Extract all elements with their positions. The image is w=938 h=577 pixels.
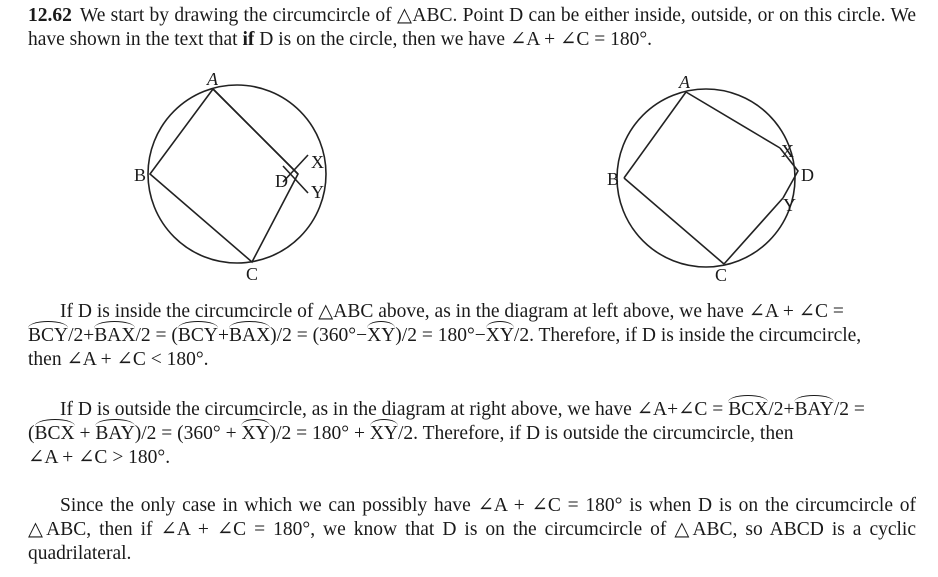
arc-bcy-2: BCY bbox=[177, 325, 218, 346]
inside-case-paragraph bbox=[28, 300, 916, 372]
left-label-y: Y bbox=[311, 182, 324, 202]
inside-t3: + bbox=[217, 325, 229, 346]
right-label-c: C bbox=[715, 265, 728, 285]
left-label-d: D bbox=[275, 171, 288, 191]
right-side-bc bbox=[624, 178, 724, 264]
intro-bold-if: if bbox=[242, 29, 255, 50]
intro-triangle: △ABC bbox=[396, 5, 453, 26]
left-circumcircle bbox=[148, 85, 326, 263]
arc-bax-2: BAX bbox=[228, 325, 271, 346]
arc-bcy: BCY bbox=[28, 325, 69, 346]
outside-t2: /2+ bbox=[768, 399, 795, 420]
left-label-b: B bbox=[134, 165, 147, 185]
inside-t4: )/2 = (360°− bbox=[270, 325, 368, 346]
arc-xy-4: XY bbox=[369, 423, 399, 444]
outside-t1: If D is outside the circumcircle, as in the diagram at right above, we have ∠A+∠C = bbox=[60, 399, 729, 420]
outside-t3: /2 = bbox=[833, 399, 865, 420]
left-label-c: C bbox=[246, 264, 259, 284]
left-label-a: A bbox=[207, 69, 218, 89]
right-label-a: A bbox=[679, 72, 690, 92]
arc-bax: BAX bbox=[94, 325, 136, 346]
arc-xy-3: XY bbox=[241, 423, 270, 444]
outside-t6: )/2 = (360° + bbox=[134, 423, 242, 444]
conclusion-paragraph bbox=[28, 494, 916, 566]
intro-text-3: D is on the circle, then we have bbox=[254, 29, 510, 50]
outside-line3: ∠A + ∠C > 180°. bbox=[28, 447, 171, 468]
intro-formula: ∠A + ∠C = 180°. bbox=[509, 29, 653, 50]
inside-line3: then ∠A + ∠C < 180°. bbox=[28, 349, 209, 370]
inside-t2: /2 = ( bbox=[135, 325, 178, 346]
right-label-x: X bbox=[781, 141, 794, 161]
inside-t1: /2+ bbox=[68, 325, 95, 346]
conclusion-text: Since the only case in which we can possibly have ∠A + ∠C = 180° is when D is on the circumcircle of △ABC, then if ∠A + ∠C = 180°, we know that D is on the circumcircle of △ABC, so ABCD is a cyclic quadrilateral. bbox=[28, 495, 916, 564]
arc-bcx-2: BCX bbox=[34, 423, 75, 444]
arc-xy-2: XY bbox=[485, 325, 514, 346]
arc-xy: XY bbox=[367, 325, 396, 346]
outside-t8: /2. Therefore, if D is outside the circumcircle, then bbox=[398, 423, 794, 444]
arc-bay-2: BAY bbox=[95, 423, 135, 444]
inside-t6: /2. Therefore, if D is inside the circumcircle, bbox=[513, 325, 862, 346]
right-side-ab bbox=[624, 92, 686, 178]
intro-paragraph bbox=[28, 4, 916, 52]
inside-t5: )/2 = 180°− bbox=[395, 325, 486, 346]
right-side-cy bbox=[724, 198, 783, 264]
outside-case-paragraph bbox=[28, 398, 916, 470]
outside-t4: ( bbox=[28, 423, 35, 444]
arc-bcx: BCX bbox=[728, 399, 769, 420]
right-label-b: B bbox=[607, 169, 620, 189]
right-label-y: Y bbox=[783, 195, 796, 215]
right-circumcircle bbox=[617, 89, 795, 267]
inside-line1: If D is inside the circumcircle of △ABC above, as in the diagram at left above, we have ∠A + ∠C = bbox=[60, 301, 844, 322]
outside-t5: + bbox=[74, 423, 96, 444]
outside-t7: )/2 = 180° + bbox=[269, 423, 370, 444]
right-label-d: D bbox=[801, 165, 814, 185]
left-label-x: X bbox=[311, 152, 324, 172]
arc-bay: BAY bbox=[794, 399, 834, 420]
right-side-ax bbox=[686, 92, 780, 148]
intro-text-2: . Point D can be either inside, outside, or on this circle. We have shown in the text that bbox=[28, 5, 917, 50]
intro-text-1: We start by drawing the circumcircle of bbox=[79, 5, 397, 26]
problem-number: 12.62 bbox=[28, 5, 72, 26]
left-outer-sides bbox=[213, 89, 298, 174]
